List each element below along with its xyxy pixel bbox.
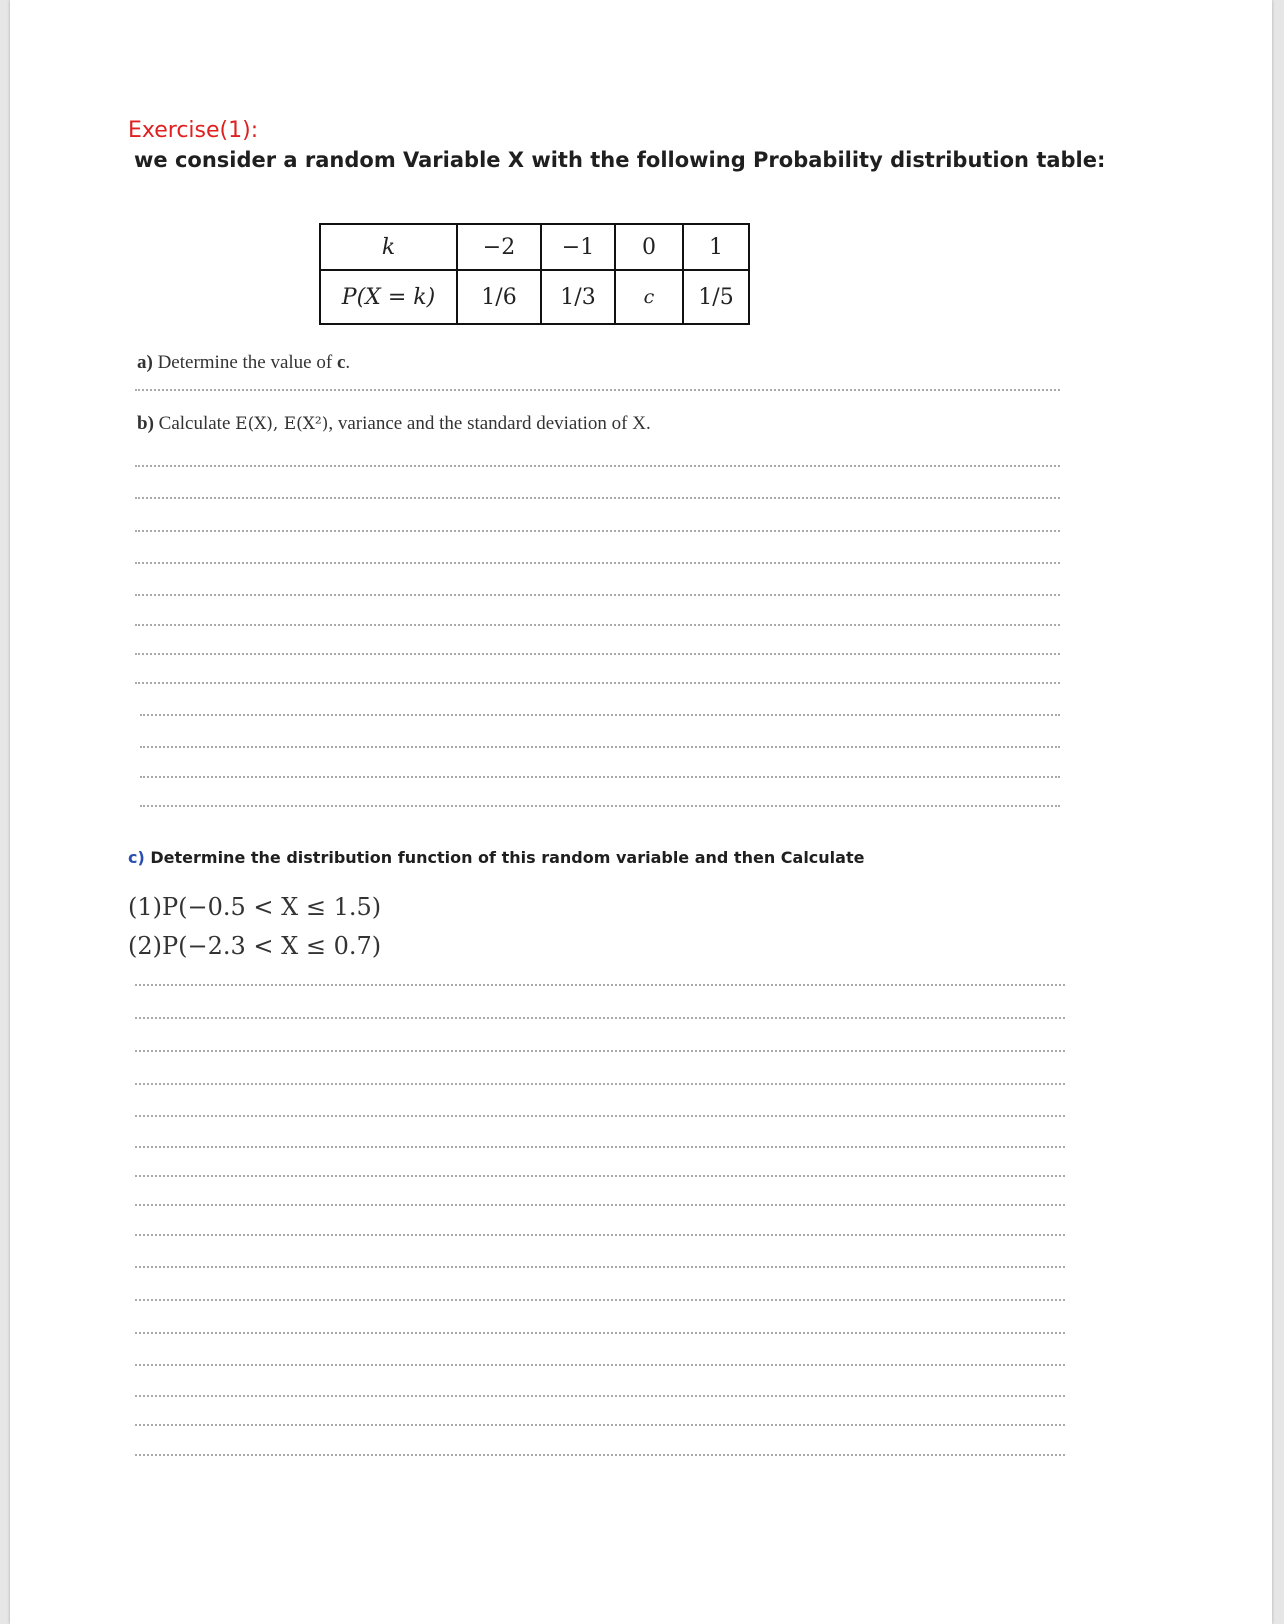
answer-line xyxy=(140,776,1060,778)
question-c-text: Determine the distribution function of this random variable and then Calculate xyxy=(150,848,865,867)
question-b-label: b) xyxy=(137,413,154,434)
exercise-title: Exercise(1): xyxy=(128,118,259,143)
question-b-expr: E(X), E(X²) xyxy=(235,414,329,434)
exercise-intro: we consider a random Variable X with the following Probability distribution table: xyxy=(134,148,1106,172)
answer-line xyxy=(135,1050,1065,1052)
question-a-label: a) xyxy=(137,352,153,373)
table-cell: 0 xyxy=(615,224,683,270)
question-c xyxy=(128,848,864,867)
answer-line xyxy=(140,746,1060,748)
probability-table xyxy=(319,223,750,325)
table-cell: 1 xyxy=(683,224,749,270)
answer-line xyxy=(135,562,1060,564)
answer-line xyxy=(135,1266,1065,1268)
answer-line xyxy=(135,682,1060,684)
answer-line xyxy=(135,1146,1065,1148)
question-a-end: . xyxy=(345,352,351,373)
answer-line xyxy=(135,1175,1065,1177)
question-a xyxy=(137,352,350,374)
answer-line xyxy=(135,653,1060,655)
answer-line xyxy=(135,1204,1065,1206)
answer-line xyxy=(135,389,1060,391)
answer-line xyxy=(135,594,1060,596)
table-cell: P(X = k) xyxy=(320,270,457,324)
answer-line xyxy=(135,1017,1065,1019)
table-cell: k xyxy=(320,224,457,270)
answer-line xyxy=(135,1299,1065,1301)
question-a-text: Determine the value of xyxy=(157,352,337,373)
probability-1: (1)P(−0.5 < X ≤ 1.5) xyxy=(128,893,382,921)
table-cell: −2 xyxy=(457,224,541,270)
answer-line xyxy=(135,1454,1065,1456)
answer-line xyxy=(140,714,1060,716)
probability-2: (2)P(−2.3 < X ≤ 0.7) xyxy=(128,932,382,960)
answer-line xyxy=(135,1332,1065,1334)
question-b xyxy=(137,413,651,435)
answer-line xyxy=(135,1234,1065,1236)
answer-line xyxy=(135,624,1060,626)
table-cell: −1 xyxy=(541,224,615,270)
table-cell: 1/3 xyxy=(541,270,615,324)
answer-line xyxy=(135,497,1060,499)
table-cell: 1/6 xyxy=(457,270,541,324)
answer-line xyxy=(135,1115,1065,1117)
answer-line xyxy=(135,530,1060,532)
answer-line xyxy=(135,465,1060,467)
answer-line xyxy=(135,984,1065,986)
table-row-k xyxy=(320,224,749,270)
table-cell: 1/5 xyxy=(683,270,749,324)
question-a-var: c xyxy=(336,352,346,373)
answer-line xyxy=(135,1424,1065,1426)
answer-line xyxy=(135,1083,1065,1085)
question-b-rest: , variance and the standard deviation of X. xyxy=(328,413,651,434)
answer-line xyxy=(135,1395,1065,1397)
question-c-label: c) xyxy=(128,848,145,867)
answer-line xyxy=(135,1364,1065,1366)
question-b-text: Calculate xyxy=(158,413,236,434)
table-cell: c xyxy=(615,270,683,324)
table-row-prob xyxy=(320,270,749,324)
worksheet-page xyxy=(10,0,1272,1624)
answer-line xyxy=(140,805,1060,807)
